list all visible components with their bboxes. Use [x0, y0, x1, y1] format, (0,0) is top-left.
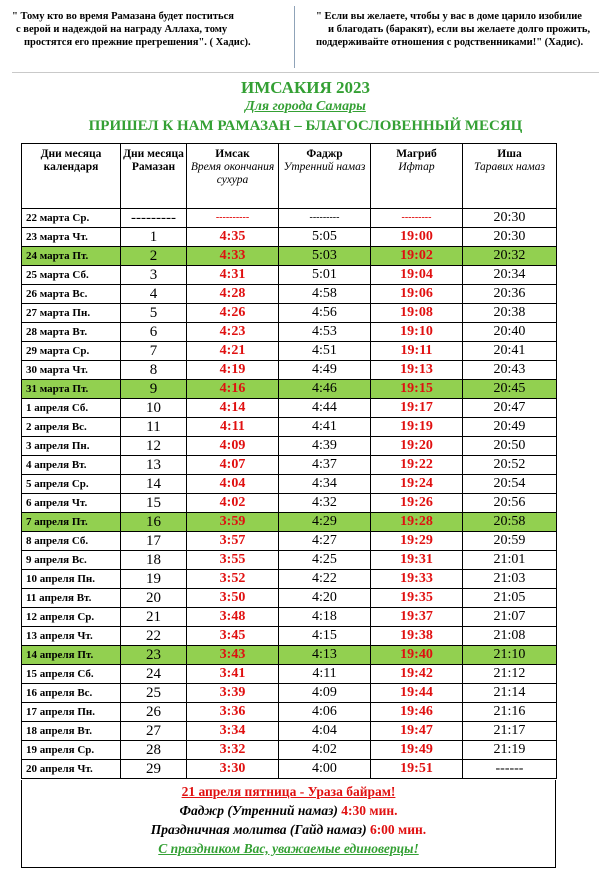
cell-date: 20 апреля Чт. [22, 760, 121, 779]
cell-date: 11 апреля Вт. [22, 589, 121, 608]
cell-isha: 20:41 [463, 342, 557, 361]
cell-imsak: 4:16 [187, 380, 279, 399]
cell-maghrib: 19:13 [371, 361, 463, 380]
cell-maghrib: 19:22 [371, 456, 463, 475]
cell-isha: 20:47 [463, 399, 557, 418]
cell-fajr: 5:03 [279, 247, 371, 266]
cell-date: 27 марта Пн. [22, 304, 121, 323]
table-row [22, 589, 557, 608]
quote-line: простятся его прежние прегрешения". ( Хадис). [24, 37, 251, 48]
cell-imsak: 4:14 [187, 399, 279, 418]
table-row [22, 342, 557, 361]
table-row [22, 722, 557, 741]
cell-imsak: 4:04 [187, 475, 279, 494]
cell-isha: 21:12 [463, 665, 557, 684]
cell-isha: 20:49 [463, 418, 557, 437]
table-row [22, 551, 557, 570]
cell-date: 19 апреля Ср. [22, 741, 121, 760]
table-row [22, 380, 557, 399]
cell-fajr: 4:49 [279, 361, 371, 380]
cell-isha: 21:17 [463, 722, 557, 741]
cell-fajr: 4:25 [279, 551, 371, 570]
cell-date: 22 марта Ср. [22, 209, 121, 228]
cell-imsak: 3:43 [187, 646, 279, 665]
cell-ramadan-day: 15 [121, 494, 187, 513]
table-row [22, 361, 557, 380]
quote-divider [294, 6, 295, 68]
footer-box [21, 780, 556, 868]
cell-isha: 20:34 [463, 266, 557, 285]
cell-imsak: 3:34 [187, 722, 279, 741]
cell-ramadan-day: 20 [121, 589, 187, 608]
cell-ramadan-day: 7 [121, 342, 187, 361]
hadith-quote-left [12, 10, 274, 49]
cell-maghrib: 19:51 [371, 760, 463, 779]
cell-maghrib: 19:00 [371, 228, 463, 247]
cell-maghrib: 19:49 [371, 741, 463, 760]
cell-imsak: 3:48 [187, 608, 279, 627]
cell-maghrib: 19:26 [371, 494, 463, 513]
cell-maghrib: 19:19 [371, 418, 463, 437]
cell-isha: 20:40 [463, 323, 557, 342]
cell-fajr: 4:56 [279, 304, 371, 323]
table-row [22, 285, 557, 304]
cell-imsak: 3:52 [187, 570, 279, 589]
col-header-isha: Иша Таравих намаз [463, 144, 557, 209]
cell-isha: 21:10 [463, 646, 557, 665]
cell-isha: 20:30 [463, 228, 557, 247]
cell-fajr: --------- [279, 209, 371, 228]
cell-imsak: 3:55 [187, 551, 279, 570]
cell-fajr: 4:02 [279, 741, 371, 760]
cell-ramadan-day: 3 [121, 266, 187, 285]
table-header-row [22, 144, 557, 209]
table-row [22, 494, 557, 513]
table-row [22, 399, 557, 418]
cell-ramadan-day: 4 [121, 285, 187, 304]
table-row [22, 513, 557, 532]
cell-date: 13 апреля Чт. [22, 627, 121, 646]
cell-date: 26 марта Вс. [22, 285, 121, 304]
cell-imsak: 4:02 [187, 494, 279, 513]
cell-fajr: 4:37 [279, 456, 371, 475]
cell-fajr: 4:04 [279, 722, 371, 741]
cell-fajr: 4:41 [279, 418, 371, 437]
cell-date: 2 апреля Вс. [22, 418, 121, 437]
header-divider [12, 72, 599, 73]
cell-ramadan-day: 6 [121, 323, 187, 342]
cell-date: 4 апреля Вт. [22, 456, 121, 475]
cell-maghrib: 19:31 [371, 551, 463, 570]
cell-date: 5 апреля Ср. [22, 475, 121, 494]
col-header-fajr: Фаджр Утренний намаз [279, 144, 371, 209]
cell-date: 9 апреля Вс. [22, 551, 121, 570]
cell-date: 6 апреля Чт. [22, 494, 121, 513]
cell-ramadan-day: 5 [121, 304, 187, 323]
holiday-prayer-line: Праздничная молитва (Гайд намаз) 6:00 мин. [150, 822, 427, 837]
cell-imsak: 4:09 [187, 437, 279, 456]
cell-fajr: 4:51 [279, 342, 371, 361]
cell-isha: 20:30 [463, 209, 557, 228]
cell-maghrib: 19:35 [371, 589, 463, 608]
cell-ramadan-day: 8 [121, 361, 187, 380]
cell-ramadan-day: 28 [121, 741, 187, 760]
cell-maghrib: 19:20 [371, 437, 463, 456]
cell-maghrib: 19:37 [371, 608, 463, 627]
quote-line: поддерживайте отношения с родственниками!" (Хадис). [316, 37, 584, 48]
cell-isha: 21:19 [463, 741, 557, 760]
cell-isha: 21:16 [463, 703, 557, 722]
cell-isha: 21:01 [463, 551, 557, 570]
cell-maghrib: 19:38 [371, 627, 463, 646]
cell-fajr: 4:39 [279, 437, 371, 456]
cell-ramadan-day: 10 [121, 399, 187, 418]
cell-fajr: 4:15 [279, 627, 371, 646]
holiday-fajr-line: Фаджр (Утренний намаз) 4:30 мин. [179, 803, 398, 818]
cell-fajr: 4:20 [279, 589, 371, 608]
cell-isha: ------ [463, 760, 557, 779]
cell-isha: 20:56 [463, 494, 557, 513]
cell-maghrib: 19:33 [371, 570, 463, 589]
table-row [22, 760, 557, 779]
cell-imsak: 3:32 [187, 741, 279, 760]
cell-fajr: 4:09 [279, 684, 371, 703]
table-row [22, 323, 557, 342]
cell-date: 8 апреля Сб. [22, 532, 121, 551]
cell-maghrib: 19:10 [371, 323, 463, 342]
cell-fajr: 4:06 [279, 703, 371, 722]
cell-fajr: 5:05 [279, 228, 371, 247]
quote-line: и благодать (баракят), если вы желаете долго прожить, [328, 24, 591, 35]
quote-line: " Если вы желаете, чтобы у вас в доме царило изобилие [316, 11, 582, 22]
cell-maghrib: 19:29 [371, 532, 463, 551]
imsakiya-table [21, 143, 557, 779]
cell-date: 31 марта Пт. [22, 380, 121, 399]
cell-isha: 21:14 [463, 684, 557, 703]
cell-date: 3 апреля Пн. [22, 437, 121, 456]
table-row [22, 684, 557, 703]
holiday-announcement: 21 апреля пятница - Ураза байрам! [181, 784, 396, 799]
cell-imsak: 3:30 [187, 760, 279, 779]
cell-maghrib: 19:46 [371, 703, 463, 722]
cell-maghrib: 19:11 [371, 342, 463, 361]
cell-fajr: 4:13 [279, 646, 371, 665]
cell-date: 10 апреля Пн. [22, 570, 121, 589]
cell-maghrib: 19:06 [371, 285, 463, 304]
cell-isha: 20:43 [463, 361, 557, 380]
cell-ramadan-day: 1 [121, 228, 187, 247]
cell-date: 16 апреля Вс. [22, 684, 121, 703]
cell-date: 28 марта Вт. [22, 323, 121, 342]
cell-ramadan-day: 25 [121, 684, 187, 703]
table-row [22, 228, 557, 247]
col-header-imsak: Имсак Время окончания сухура [187, 144, 279, 209]
cell-isha: 20:59 [463, 532, 557, 551]
cell-imsak: 4:11 [187, 418, 279, 437]
cell-maghrib: 19:04 [371, 266, 463, 285]
cell-date: 18 апреля Вт. [22, 722, 121, 741]
cell-maghrib: --------- [371, 209, 463, 228]
col-header-ramadan-day: Дни месяца Рамазан [121, 144, 187, 209]
cell-ramadan-day: 19 [121, 570, 187, 589]
table-row [22, 665, 557, 684]
table-row [22, 304, 557, 323]
cell-ramadan-day: 11 [121, 418, 187, 437]
cell-maghrib: 19:17 [371, 399, 463, 418]
cell-imsak: ---------- [187, 209, 279, 228]
cell-isha: 21:03 [463, 570, 557, 589]
cell-imsak: 4:21 [187, 342, 279, 361]
cell-ramadan-day: 24 [121, 665, 187, 684]
cell-maghrib: 19:44 [371, 684, 463, 703]
cell-ramadan-day: 21 [121, 608, 187, 627]
table-row [22, 456, 557, 475]
cell-date: 15 апреля Сб. [22, 665, 121, 684]
cell-maghrib: 19:15 [371, 380, 463, 399]
cell-ramadan-day: 2 [121, 247, 187, 266]
cell-isha: 20:52 [463, 456, 557, 475]
cell-fajr: 4:32 [279, 494, 371, 513]
page-title: ИМСАКИЯ 2023 [240, 78, 371, 97]
cell-imsak: 4:23 [187, 323, 279, 342]
cell-isha: 20:32 [463, 247, 557, 266]
col-header-calendar-day: Дни месяца календаря [22, 144, 121, 209]
cell-isha: 21:08 [463, 627, 557, 646]
cell-imsak: 4:35 [187, 228, 279, 247]
cell-imsak: 4:31 [187, 266, 279, 285]
cell-imsak: 3:41 [187, 665, 279, 684]
cell-imsak: 3:50 [187, 589, 279, 608]
cell-ramadan-day: 18 [121, 551, 187, 570]
cell-fajr: 4:58 [279, 285, 371, 304]
cell-date: 17 апреля Пн. [22, 703, 121, 722]
cell-ramadan-day: 27 [121, 722, 187, 741]
cell-imsak: 4:19 [187, 361, 279, 380]
table-row [22, 209, 557, 228]
cell-imsak: 3:57 [187, 532, 279, 551]
cell-imsak: 3:59 [187, 513, 279, 532]
table-row [22, 570, 557, 589]
cell-imsak: 4:33 [187, 247, 279, 266]
cell-isha: 20:45 [463, 380, 557, 399]
cell-isha: 21:07 [463, 608, 557, 627]
cell-maghrib: 19:40 [371, 646, 463, 665]
cell-ramadan-day: --------- [121, 209, 187, 228]
cell-fajr: 4:53 [279, 323, 371, 342]
cell-ramadan-day: 12 [121, 437, 187, 456]
cell-imsak: 4:26 [187, 304, 279, 323]
cell-ramadan-day: 29 [121, 760, 187, 779]
cell-ramadan-day: 13 [121, 456, 187, 475]
cell-date: 23 марта Чт. [22, 228, 121, 247]
cell-ramadan-day: 14 [121, 475, 187, 494]
table-row [22, 475, 557, 494]
cell-fajr: 4:22 [279, 570, 371, 589]
cell-fajr: 4:34 [279, 475, 371, 494]
cell-imsak: 3:36 [187, 703, 279, 722]
cell-date: 14 апреля Пт. [22, 646, 121, 665]
cell-ramadan-day: 17 [121, 532, 187, 551]
table-row [22, 703, 557, 722]
cell-fajr: 4:27 [279, 532, 371, 551]
cell-ramadan-day: 16 [121, 513, 187, 532]
table-row [22, 247, 557, 266]
cell-fajr: 4:18 [279, 608, 371, 627]
cell-date: 1 апреля Сб. [22, 399, 121, 418]
cell-maghrib: 19:08 [371, 304, 463, 323]
table-row [22, 627, 557, 646]
cell-date: 30 марта Чт. [22, 361, 121, 380]
cell-imsak: 4:28 [187, 285, 279, 304]
cell-isha: 21:05 [463, 589, 557, 608]
cell-isha: 20:54 [463, 475, 557, 494]
cell-ramadan-day: 26 [121, 703, 187, 722]
cell-fajr: 4:11 [279, 665, 371, 684]
greeting-line: С праздником Вас, уважаемые единоверцы! [158, 841, 419, 856]
cell-fajr: 4:46 [279, 380, 371, 399]
cell-isha: 20:50 [463, 437, 557, 456]
ramadan-heading: ПРИШЕЛ К НАМ РАМАЗАН – БЛАГОСЛОВЕННЫЙ МЕСЯЦ [88, 118, 523, 134]
cell-maghrib: 19:28 [371, 513, 463, 532]
cell-date: 29 марта Ср. [22, 342, 121, 361]
cell-maghrib: 19:47 [371, 722, 463, 741]
cell-imsak: 3:45 [187, 627, 279, 646]
cell-fajr: 4:00 [279, 760, 371, 779]
cell-date: 7 апреля Пт. [22, 513, 121, 532]
quote-line: с верой и надеждой на награду Аллаха, тому [16, 24, 228, 35]
col-header-maghrib: Магриб Ифтар [371, 144, 463, 209]
cell-date: 25 марта Сб. [22, 266, 121, 285]
cell-ramadan-day: 23 [121, 646, 187, 665]
city-subtitle: Для города Самары [245, 99, 366, 114]
cell-ramadan-day: 22 [121, 627, 187, 646]
cell-imsak: 3:39 [187, 684, 279, 703]
cell-fajr: 5:01 [279, 266, 371, 285]
cell-maghrib: 19:24 [371, 475, 463, 494]
table-row [22, 532, 557, 551]
table-row [22, 646, 557, 665]
quote-line: " Тому кто во время Рамазана будет поститься [12, 11, 234, 22]
table-row [22, 741, 557, 760]
cell-maghrib: 19:02 [371, 247, 463, 266]
cell-maghrib: 19:42 [371, 665, 463, 684]
cell-isha: 20:38 [463, 304, 557, 323]
cell-imsak: 4:07 [187, 456, 279, 475]
cell-date: 12 апреля Ср. [22, 608, 121, 627]
table-row [22, 437, 557, 456]
cell-isha: 20:36 [463, 285, 557, 304]
cell-date: 24 марта Пт. [22, 247, 121, 266]
cell-ramadan-day: 9 [121, 380, 187, 399]
cell-fajr: 4:44 [279, 399, 371, 418]
cell-isha: 20:58 [463, 513, 557, 532]
table-row [22, 266, 557, 285]
hadith-quote-right [316, 10, 606, 49]
cell-fajr: 4:29 [279, 513, 371, 532]
table-row [22, 608, 557, 627]
table-row [22, 418, 557, 437]
